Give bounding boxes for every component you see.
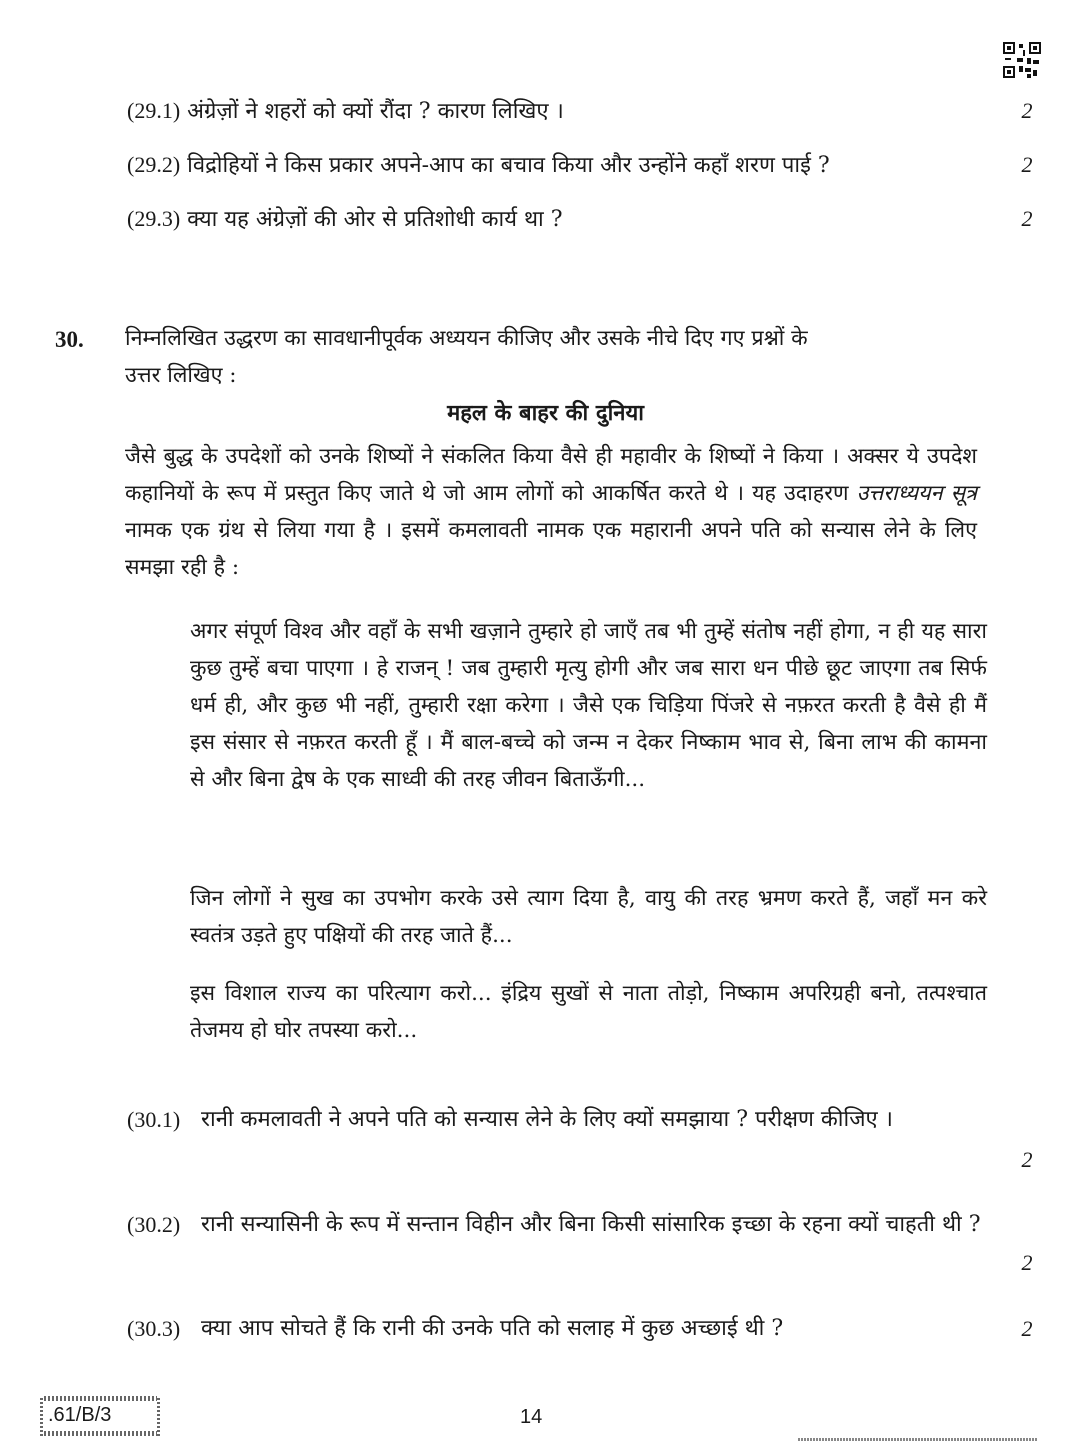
quote-paragraph-3: इस विशाल राज्य का परित्याग करो... इंद्रिय सुखों से नाता तोड़ो, निष्काम अपरिग्रही बनो, तत्पश्चात तेजमय हो घोर तपस्या करो... — [190, 981, 987, 1043]
q30-number: 30. — [55, 327, 84, 352]
q29-1-marks: 2 — [1021, 98, 1033, 123]
passage-heading: महल के बाहर की दुनिया — [447, 400, 644, 426]
page-number: 14 — [520, 1406, 543, 1428]
q30-3-label: (30.3) — [127, 1316, 181, 1341]
q29-3-text: क्या यह अंग्रेज़ों की ओर से प्रतिशोधी कार्य था ? — [187, 207, 563, 232]
q29-2-label: (29.2) — [127, 152, 181, 177]
q30-2-marks: 2 — [1021, 1250, 1033, 1275]
paper-code: .61/B/3 — [48, 1404, 112, 1426]
q29-2-text: विद्रोहियों ने किस प्रकार अपने-आप का बचाव किया और उन्होंने कहाँ शरण पाई ? — [187, 153, 830, 178]
q30-1-marks: 2 — [1021, 1147, 1033, 1172]
q30-2 — [127, 1203, 987, 1247]
q29-1 — [127, 96, 564, 127]
q30-3-marks: 2 — [1021, 1316, 1033, 1341]
passage-intro — [125, 438, 977, 586]
q30-instruction-line1: निम्नलिखित उद्धरण का सावधानीपूर्वक अध्ययन कीजिए और उसके नीचे दिए गए प्रश्नों के — [125, 326, 808, 351]
qr-code-icon — [1003, 42, 1041, 78]
passage-intro-italic: उत्तराध्ययन सूत्र — [856, 481, 977, 506]
q29-2-marks: 2 — [1021, 152, 1033, 177]
q29-3-marks: 2 — [1021, 206, 1033, 231]
q30-1 — [127, 1098, 987, 1142]
q29-3 — [127, 204, 563, 235]
q30-2-label: (30.2) — [127, 1212, 181, 1237]
q29-1-label: (29.1) — [127, 98, 181, 123]
q30-3-text: क्या आप सोचते हैं कि रानी की उनके पति को सलाह में कुछ अच्छाई थी ? — [201, 1316, 784, 1341]
footer-microtext-strip — [798, 1438, 1038, 1441]
q30-3 — [127, 1307, 987, 1351]
q29-1-text: अंग्रेज़ों ने शहरों को क्यों रौंदा ? कारण लिखिए । — [187, 99, 564, 124]
paper-code-left-pattern — [40, 1396, 43, 1436]
paper-code-right-pattern — [157, 1396, 160, 1436]
paper-code-box — [40, 1396, 160, 1436]
q29-2 — [127, 150, 830, 181]
paper-code-bottom-pattern — [40, 1431, 160, 1436]
q30-2-text: रानी सन्यासिनी के रूप में सन्तान विहीन और बिना किसी सांसारिक इच्छा के रहना क्यों चाहती थी ? — [201, 1212, 981, 1237]
q29-3-label: (29.3) — [127, 206, 181, 231]
q30-instruction — [125, 320, 977, 394]
quote-paragraph-1: अगर संपूर्ण विश्व और वहाँ के सभी खज़ाने तुम्हारे हो जाएँ तब भी तुम्हें संतोष नहीं होगा, न ही यह सारा कुछ तुम्हें बचा पाएगा । हे राजन् ! जब तुम्हारी मृत्यु होगी और जब सारा धन पीछे छूट जाएगा तब सिर्फ धर्म ही, और कुछ भी नहीं, तुम्हारी रक्षा करेगा । जैसे एक चिड़िया पिंजरे से नफ़रत करती है वैसे ही मैं इस संसार से नफ़रत करती हूँ । मैं बाल-बच्चे को जन्म न देकर निष्काम भाव से, बिना लाभ की कामना से और बिना द्वेष के एक साध्वी की तरह जीवन बिताऊँगी... — [190, 619, 987, 792]
q30-instruction-line2: उत्तर लिखिए : — [125, 363, 237, 388]
paper-code-top-pattern — [40, 1396, 160, 1401]
q30-1-text: रानी कमलावती ने अपने पति को सन्यास लेने के लिए क्यों समझाया ? परीक्षण कीजिए । — [201, 1107, 894, 1132]
passage-intro-part1: जैसे बुद्ध के उपदेशों को उनके शिष्यों ने संकलित किया वैसे ही महावीर के शिष्यों ने किया । अक्सर ये उपदेश कहानियों के रूप में प्रस्तुत किए जाते थे जो आम लोगों को आकर्षित करते थे । यह उदाहरण — [125, 444, 977, 506]
passage-intro-part2: नामक एक ग्रंथ से लिया गया है । इसमें कमलावती नामक एक महारानी अपने पति को सन्यास लेने के लिए समझा रही है : — [125, 518, 977, 580]
quote-paragraph-2: जिन लोगों ने सुख का उपभोग करके उसे त्याग दिया है, वायु की तरह भ्रमण करते हैं, जहाँ मन करे स्वतंत्र उड़ते हुए पक्षियों की तरह जाते हैं... — [190, 886, 987, 948]
q30-1-label: (30.1) — [127, 1107, 181, 1132]
